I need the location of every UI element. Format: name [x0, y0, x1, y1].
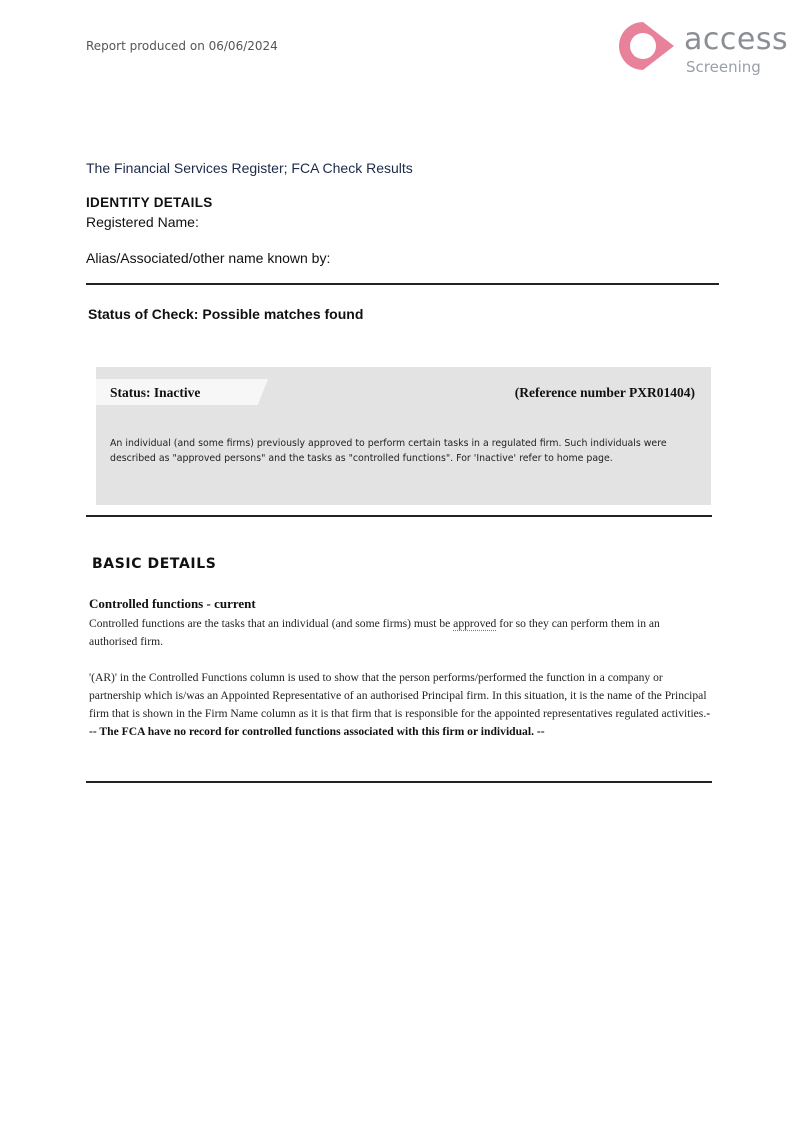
appointed-representative-paragraph [89, 669, 711, 741]
cf-desc-part1: Controlled functions are the tasks that an individual (and some firms) must be [89, 617, 454, 630]
divider [86, 515, 712, 517]
logo-mark-icon [612, 15, 678, 77]
divider [86, 283, 719, 285]
logo-word: access [684, 22, 789, 57]
controlled-functions-heading: Controlled functions - current [89, 596, 256, 611]
status-label: Status: Inactive [110, 385, 201, 400]
report-date: Report produced on 06/06/2024 [86, 39, 278, 53]
cf-desc-part2: for so they can perform them in an authorised firm. [89, 617, 660, 648]
no-record-notice: --- The FCA have no record for controlled functions associated with this firm or individual. -- [89, 707, 711, 738]
status-panel [96, 367, 711, 505]
alias-label: Alias/Associated/other name known by: [86, 250, 331, 266]
identity-details-heading: IDENTITY DETAILS [86, 195, 213, 210]
document-title: The Financial Services Register; FCA Check Results [86, 160, 413, 176]
logo-subtitle: Screening [686, 58, 761, 76]
controlled-functions-description [89, 615, 689, 651]
divider [86, 781, 712, 783]
status-of-check: Status of Check: Possible matches found [88, 306, 364, 322]
approved-word: approved [453, 617, 497, 630]
access-screening-logo [612, 14, 802, 80]
registered-name-label: Registered Name: [86, 214, 199, 230]
basic-details-heading: BASIC DETAILS [92, 556, 217, 572]
status-description: An individual (and some firms) previously approved to perform certain tasks in a regulated firm. Such individuals were described as "approved persons" and the tasks as "controlled functions". For 'Inactive' refer to home page. [110, 438, 667, 464]
reference-number: (Reference number PXR01404) [514, 385, 695, 400]
ar-text: '(AR)' in the Controlled Functions column is used to show that the person performs/performed the function in a company or partnership which is/was an Appointed Representative of an authorised Principal firm. In this situation, it is the name of the Principal firm that is shown in the Firm Name column as it is that firm that is responsible for the appointed representatives regulated activities. [89, 671, 707, 720]
